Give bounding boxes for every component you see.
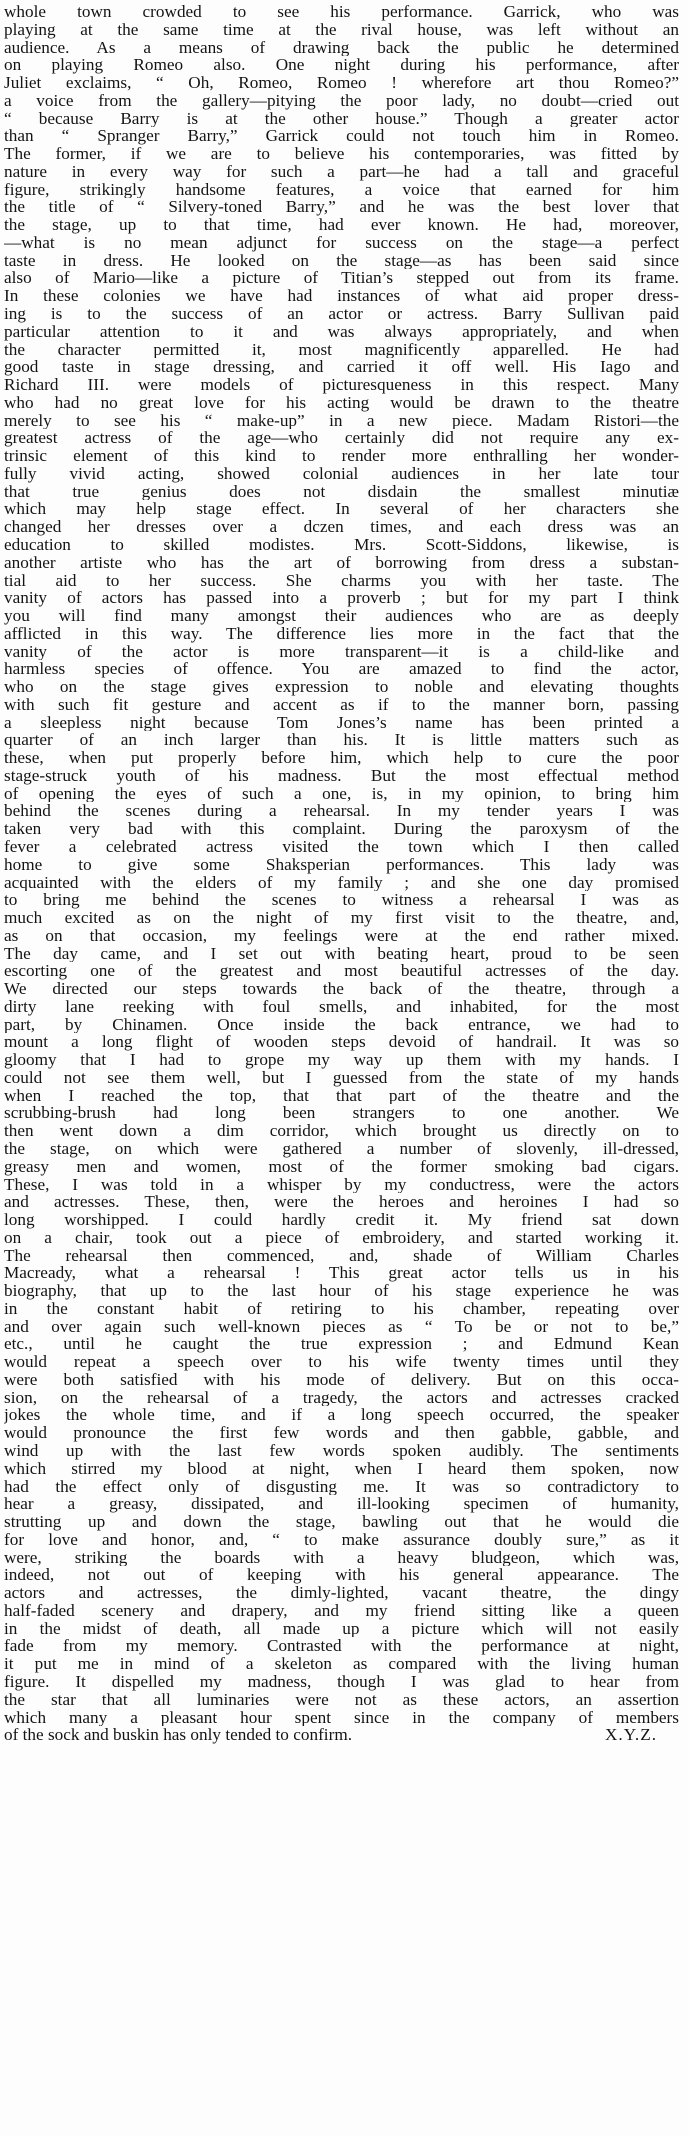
article-text-line: hear a greasy, dissipated, and ill-looking specimen of humanity, <box>4 1495 679 1514</box>
article-text-line: etc., until he caught the true expression ; and Edmund Kean <box>4 1335 679 1354</box>
article-closing-line <box>4 1726 679 1744</box>
article-column <box>4 3 679 1744</box>
article-text-line: these, when put properly before him, which help to cure the poor <box>4 749 679 767</box>
article-text-line: fully vivid acting, showed colonial audiences in her late tour <box>4 464 679 483</box>
article-text-line: biography, that up to the last hour of his stage experience he was <box>4 1282 679 1300</box>
article-text-line: the stage, up to that time, had ever known. He had, moreover, <box>4 216 679 234</box>
article-text-line: another artiste who has the art of borrowing from dress a substan- <box>4 553 679 572</box>
article-text-line: Macready, what a rehearsal ! This great actor tells us in his <box>4 1264 679 1283</box>
article-text-line: These, I was told in a whisper by my conductress, were the actors <box>4 1175 679 1194</box>
article-text-line: sion, on the rehearsal of a tragedy, the actors and actresses cracked <box>4 1388 679 1407</box>
article-text-line: greasy men and women, most of the former smoking bad cigars. <box>4 1157 679 1176</box>
article-text-line: of opening the eyes of such a one, is, in my opinion, to bring him <box>4 784 679 803</box>
article-text-line: the stage, on which were gathered a number of slovenly, ill-dressed, <box>4 1140 679 1158</box>
article-text-line: to bring me behind the scenes to witness a rehearsal I was as <box>4 891 679 910</box>
article-text-line: In these colonies we have had instances of what aid proper dress- <box>4 287 679 306</box>
article-text-line: were both satisfied with his mode of delivery. But on this occa- <box>4 1370 679 1389</box>
article-text-line: with such fit gesture and accent as if to the manner born, passing <box>4 695 679 714</box>
article-text-line: then went down a dim corridor, which brought us directly on to <box>4 1122 679 1140</box>
article-text-line: ing is to the success of an actor or actress. Barry Sullivan paid <box>4 305 679 323</box>
article-text-line: actors and actresses, the dimly-lighted, vacant theatre, the dingy <box>4 1584 679 1602</box>
article-text-line: could not see them well, but I guessed from the state of my hands <box>4 1068 679 1087</box>
article-text-line: mount a long flight of wooden steps devoid of handrail. It was so <box>4 1033 679 1052</box>
article-text-line: the character permitted it, most magnificently apparelled. He had <box>4 340 679 359</box>
article-text-line: afflicted in this way. The difference lies more in the fact that the <box>4 624 679 643</box>
article-text-line: greatest actress of the age—who certainly did not require any ex- <box>4 429 679 448</box>
article-text-line: taken very bad with this complaint. During the paroxysm of the <box>4 820 679 838</box>
article-text-line: tial aid to her success. She charms you with her taste. The <box>4 571 679 590</box>
article-text-line: would pronounce the first few words and then gabble, gabble, and <box>4 1424 679 1443</box>
article-text-line: as on that occasion, my feelings were at the end rather mixed. <box>4 926 679 945</box>
article-text-line: in the constant habit of retiring to his chamber, repeating over <box>4 1299 679 1318</box>
article-text-line: changed her dresses over a dczen times, and each dress was an <box>4 518 679 536</box>
article-text-line: whole town crowded to see his performance. Garrick, who was <box>4 3 679 21</box>
article-text-line: jokes the whole time, and if a long speech occurred, the speaker <box>4 1406 679 1425</box>
article-final-text: of the sock and buskin has only tended to confirm. <box>4 1725 353 1745</box>
article-text-line: harmless species of offence. You are amazed to find the actor, <box>4 660 679 679</box>
article-text-line: good taste in stage dressing, and carried it off well. His Iago and <box>4 358 679 377</box>
article-text-line: long worshipped. I could hardly credit it. My friend sat down <box>4 1211 679 1229</box>
article-text-line: wind up with the last few words spoken audibly. The sentiments <box>4 1442 679 1460</box>
article-text-line: were, striking the boards with a heavy bludgeon, which was, <box>4 1548 679 1567</box>
article-text-line: home to give some Shaksperian performances. This lady was <box>4 855 679 874</box>
article-text-line: fade from my memory. Contrasted with the performance at night, <box>4 1637 679 1656</box>
article-text-line: The rehearsal then commenced, and, shade of William Charles <box>4 1246 679 1265</box>
article-text-line: who had no great love for his acting would be drawn to the theatre <box>4 393 679 412</box>
article-text-line: had the effect only of disgusting me. It was so contradictory to <box>4 1477 679 1496</box>
article-text-line: and actresses. These, then, were the heroes and heroines I had so <box>4 1193 679 1212</box>
article-text-line: vanity of the actor is more transparent—it is a child-like and <box>4 642 679 661</box>
article-text-line: The day came, and I set out with beating heart, proud to be seen <box>4 944 679 963</box>
author-signature: X.Y.Z. <box>605 1725 657 1745</box>
article-text-line: figure. It dispelled my madness, though I was glad to hear from <box>4 1672 679 1691</box>
article-text-line: a voice from the gallery—pitying the poor lady, no doubt—cried out <box>4 91 679 110</box>
article-text-line: it put me in mind of a skeleton as compared with the living human <box>4 1655 679 1673</box>
article-text-line: Juliet exclaims, “ Oh, Romeo, Romeo ! wherefore art thou Romeo?” <box>4 74 679 92</box>
article-text-line: quarter of an inch larger than his. It is little matters such as <box>4 731 679 750</box>
article-text-line: scrubbing-brush had long been strangers to one another. We <box>4 1104 679 1123</box>
article-text-line: when I reached the top, that that part of the theatre and the <box>4 1086 679 1105</box>
article-text-line: the title of “ Silvery-toned Barry,” and he was the best lover that <box>4 198 679 217</box>
article-text-line: acquainted with the elders of my family ; and she one day promised <box>4 873 679 892</box>
article-text-line: trinsic element of this kind to render more enthralling her wonder- <box>4 447 679 465</box>
article-text-line: particular attention to it and was always appropriately, and when <box>4 322 679 341</box>
article-text-line: on playing Romeo also. One night during his performance, after <box>4 56 679 75</box>
article-text-line: strutting up and down the stage, bawling out that he would die <box>4 1513 679 1531</box>
article-text-line: half-faded scenery and drapery, and my friend sitting like a queen <box>4 1601 679 1620</box>
article-text-line: indeed, not out of keeping with his general appearance. The <box>4 1566 679 1585</box>
article-text-line: Richard III. were models of picturesqueness in this respect. Many <box>4 376 679 394</box>
article-text-line: gloomy that I had to grope my way up them with my hands. I <box>4 1051 679 1069</box>
article-text-line: and over again such well-known pieces as “ To be or not to be,” <box>4 1317 679 1336</box>
article-text-line: playing at the same time at the rival house, was left without an <box>4 20 679 39</box>
article-text-line: which may help stage effect. In several of her characters she <box>4 500 679 519</box>
article-text-line: a sleepless night because Tom Jones’s name has been printed a <box>4 713 679 732</box>
article-text-line: The former, if we are to believe his contemporaries, was fitted by <box>4 145 679 163</box>
article-text-line: merely to see his “ make-up” in a new piece. Madam Ristori—the <box>4 411 679 430</box>
article-text-line: audience. As a means of drawing back the public he determined <box>4 38 679 57</box>
article-text-line: than “ Spranger Barry,” Garrick could not touch him in Romeo. <box>4 127 679 146</box>
article-text-line: fever a celebrated actress visited the town which I then called <box>4 837 679 856</box>
article-text-line: stage-struck youth of his madness. But the most effectual method <box>4 766 679 785</box>
article-text-line: in the midst of death, all made up a picture which will not easily <box>4 1619 679 1638</box>
article-text-line: the star that all luminaries were not as these actors, an assertion <box>4 1690 679 1709</box>
article-text-line: escorting one of the greatest and most beautiful actresses of the day. <box>4 962 679 981</box>
article-text-line: part, by Chinamen. Once inside the back entrance, we had to <box>4 1015 679 1034</box>
article-text-line: nature in every way for such a part—he had a tall and graceful <box>4 162 679 181</box>
article-text-line: you will find many amongst their audiences who are as deeply <box>4 607 679 625</box>
article-text-line: figure, strikingly handsome features, a voice that earned for him <box>4 180 679 199</box>
article-text-line: who on the stage gives expression to noble and elevating thoughts <box>4 678 679 696</box>
article-text-line: on a chair, took out a piece of embroidery, and started working it. <box>4 1228 679 1247</box>
article-text-line: vanity of actors has passed into a proverb ; but for my part I think <box>4 589 679 608</box>
article-text-line: “ because Barry is at the other house.” Though a greater actor <box>4 109 679 128</box>
article-text-line: that true genius does not disdain the smallest minutiæ <box>4 482 679 501</box>
article-text-line: for love and honor, and, “ to make assurance doubly sure,” as it <box>4 1530 679 1549</box>
article-text-line: —what is no mean adjunct for success on the stage—a perfect <box>4 233 679 252</box>
article-text-line: also of Mario—like a picture of Titian’s stepped out from its frame. <box>4 269 679 288</box>
article-text-line: would repeat a speech over to his wife twenty times until they <box>4 1353 679 1371</box>
article-text-line: which many a pleasant hour spent since in the company of members <box>4 1708 679 1727</box>
article-text-line: which stirred my blood at night, when I heard them spoken, now <box>4 1459 679 1478</box>
article-text-line: behind the scenes during a rehearsal. In my tender years I was <box>4 802 679 821</box>
article-text-line: dirty lane reeking with foul smells, and inhabited, for the most <box>4 997 679 1016</box>
article-text-line: much excited as on the night of my first visit to the theatre, and, <box>4 909 679 927</box>
article-text-line: taste in dress. He looked on the stage—as has been said since <box>4 251 679 270</box>
article-text-line: education to skilled modistes. Mrs. Scott-Siddons, likewise, is <box>4 535 679 554</box>
article-text-line: We directed our steps towards the back of the theatre, through a <box>4 980 679 998</box>
